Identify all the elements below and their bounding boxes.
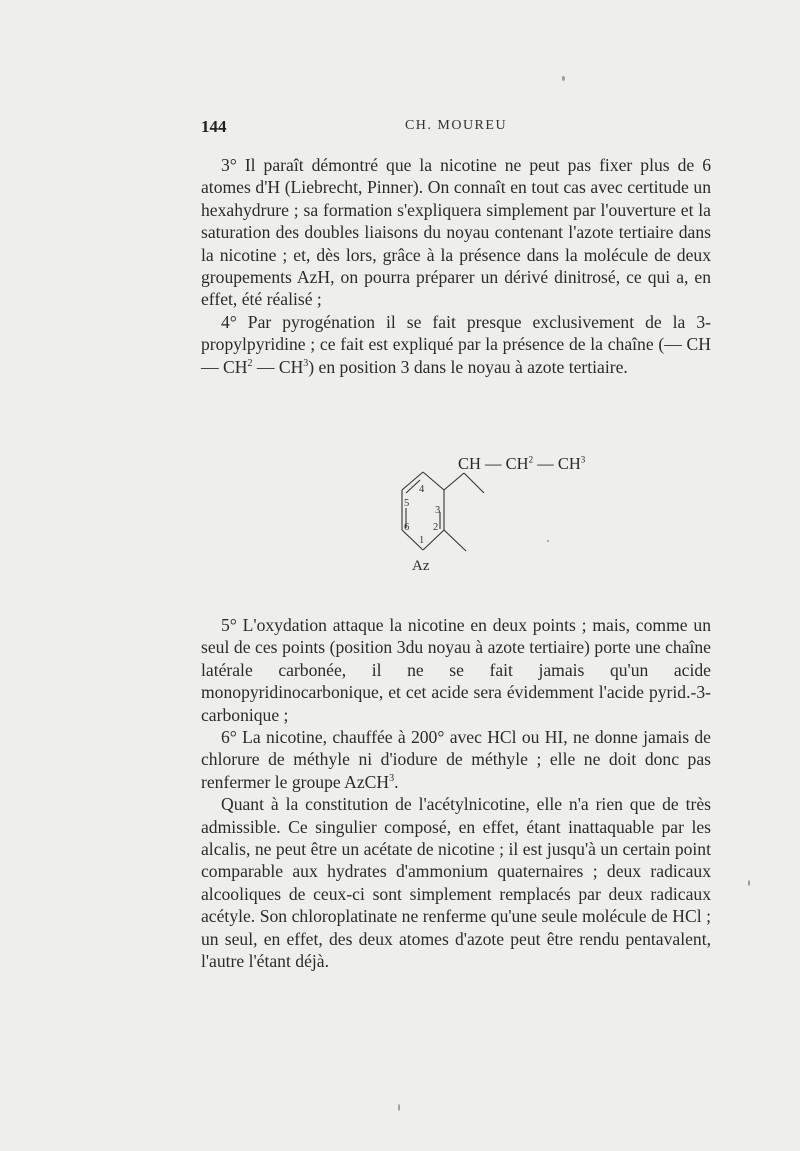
paper-speck [547,540,549,542]
paragraph [201,726,711,793]
paragraph [201,793,711,972]
ring-position-6: 6 [404,522,410,533]
text-run: 3° Il paraît démontré que la nicotine ne peut pas fixer plus de 6 atomes d'H (Liebrecht, Pinner). On connaît en tout cas avec certitude un hexahydrure ; sa formation s'expliquera simplement par l'ouverture et la saturation des doubles liaisons du noyau contenant l'azote tertiaire dans la nicotine ; et, dès lors, grâce à la présence dans la molécule de deux groupements AzH, on pourra préparer un dérivé dinitrosé, ce qui a, en effet, été réalisé ; [201,155,711,310]
superscript: 2 [247,357,253,369]
text-run: 5° L'oxydation attaque la nicotine en deux points ; mais, comme un seul de ces points (position 3du noyau à azote tertiaire) porte une chaîne latérale carbonée, il ne se fait jamais qu'un acide monopyridinocarbonique, et cet acide sera évidemment l'acide pyrid.-3-carbonique ; [201,615,711,725]
superscript: 2 [528,454,534,465]
ring-position-3: 3 [435,505,441,516]
text-run: 6° La nicotine, chauffée à 200° avec HCl ou HI, ne donne jamais de chlorure de méthyle ni d'iodure de méthyle ; elle ne doit donc pas renfermer le groupe AzCH [201,727,711,792]
paper-speck [748,880,750,886]
side-chain-label [458,454,585,474]
paragraph [201,614,711,726]
text-run: — CH [252,356,304,377]
structural-formula [390,450,670,590]
ring-position-5: 5 [404,498,410,509]
superscript: 3 [580,454,586,465]
text-run: . [394,771,399,792]
running-head: CH. MOUREU [404,118,508,133]
ring-position-2: 2 [433,522,439,533]
body-text-top [201,154,711,378]
paper-speck [398,1104,400,1111]
text-run: Quant à la constitution de l'acétylnicotine, elle n'a rien que de très admissible. Ce singulier composé, en effet, étant inattaquable par les alcalis, ne peut être un acétate de nicotine ; il est jusqu'à un certain point comparable aux hydrates d'ammonium quaternaires ; deux radicaux alcooliques de ceux-ci sont simplement remplacés par deux radicaux acétyle. Son chloroplatinate ne renferme qu'une seule molécule de HCl ; un seul, en effet, des deux atomes d'azote peut être rendu pentavalent, l'autre l'étant déjà. [201,794,711,972]
paper-speck [562,76,565,81]
superscript: 3 [303,357,309,369]
text-run: 4° Par pyrogénation il se fait presque exclusivement de la 3-propylpyridine ; ce fait est expliqué par la présence de la chaîne (— CH — CH [201,311,711,377]
page-number: 144 [201,117,227,136]
ring-position-1: 1 [419,535,425,546]
page-header [201,117,711,141]
paragraph [201,154,711,311]
superscript: 3 [389,772,395,784]
body-text-bottom [201,614,711,973]
paragraph [201,311,711,378]
nitrogen-atom-label: Az [412,558,430,574]
ring-position-4: 4 [419,484,425,495]
text-run: — CH [533,454,581,473]
text-run: CH — CH [458,454,529,473]
text-run: ) en position 3 dans le noyau à azote tertiaire. [308,356,628,377]
